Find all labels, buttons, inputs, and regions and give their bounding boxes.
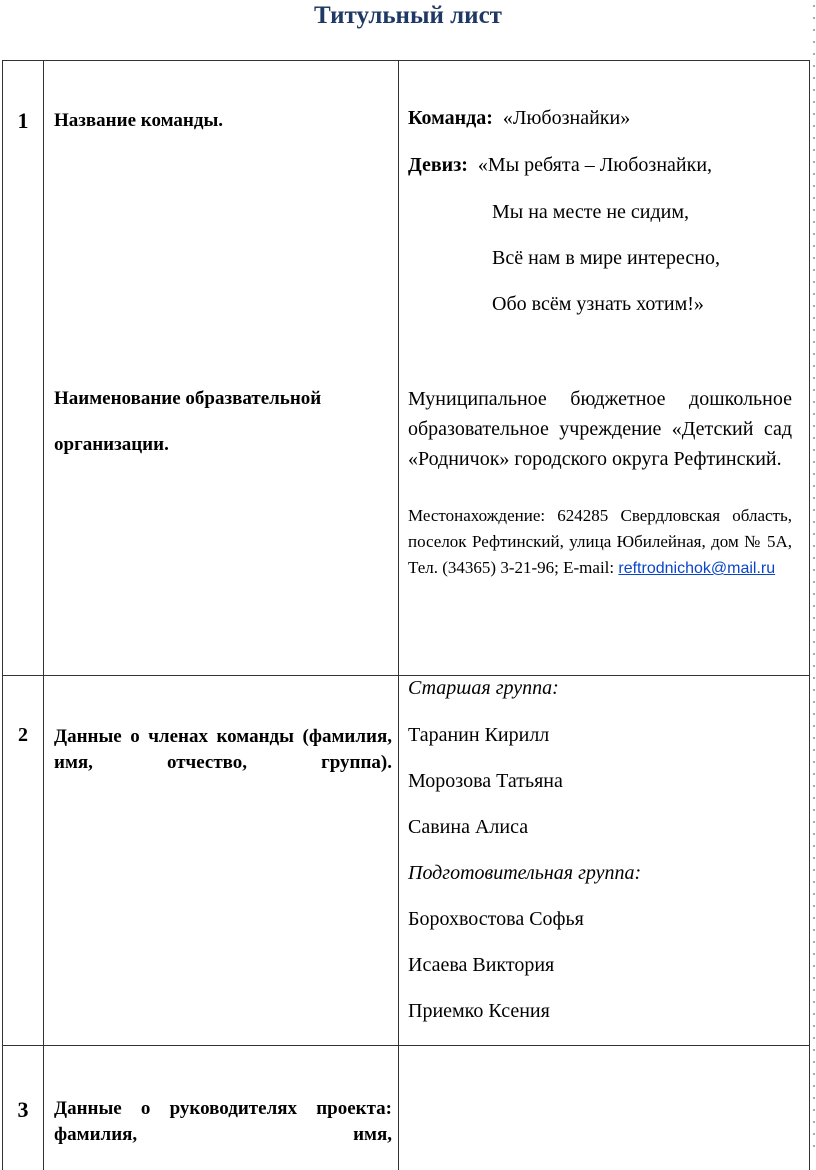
table-border-right (809, 60, 810, 1170)
org-name: Муниципальное бюджетное дошкольное образовательное учреждение «Детский сад «Родничок» городского округа Рефтинский. (408, 388, 792, 470)
leaders-label: Данные о руководителях проекта: фамилия, имя, (54, 1098, 392, 1145)
row-number-3: 3 (17, 1097, 29, 1122)
col-divider-2 (398, 60, 399, 1170)
motto-line-2: Мы на месте не сидим, (492, 201, 690, 223)
team-value: «Любознайки» (502, 107, 631, 129)
member-item: Савина Алиса (408, 816, 529, 838)
table-border-left (2, 60, 3, 1170)
member-item: Морозова Татьяна (408, 770, 563, 792)
page-title: Титульный лист (314, 2, 502, 29)
prep-group-label: Подготовительная группа: (408, 862, 642, 884)
motto-line-first (408, 154, 792, 177)
title-table (2, 60, 810, 1170)
table-border-top (2, 60, 810, 61)
email-link[interactable]: reftrodnichok@mail.ru (618, 560, 776, 577)
org-address (408, 503, 792, 582)
org-label-line2: организации. (54, 434, 169, 455)
team-label: Команда: (408, 107, 493, 129)
senior-group-label: Старшая группа: (408, 677, 559, 699)
member-item: Борохвостова Софья (408, 908, 584, 930)
member-item: Исаева Виктория (408, 954, 555, 976)
page-edge-dots (812, 0, 816, 1156)
email-label: E-mail: (563, 558, 615, 577)
row-number-1: 1 (17, 108, 29, 133)
motto-label: Девиз: (408, 154, 468, 176)
org-label-line1: Наименование образвательной (54, 388, 322, 409)
member-item: Приемко Ксения (408, 1000, 550, 1022)
team-line (408, 107, 792, 130)
row-divider-1 (2, 675, 810, 676)
motto-line-3: Всё нам в мире интересно, (492, 247, 720, 269)
team-name-label: Название команды. (54, 110, 224, 131)
motto-first-line: «Мы ребята – Любознайки, (477, 154, 713, 176)
row-divider-2 (2, 1045, 810, 1046)
col-divider-1 (43, 60, 44, 1170)
row-number-2: 2 (18, 724, 28, 746)
address-text: Местонахождение: 624285 Свердловская область, поселок Рефтинский, улица Юбилейная, дом № 5А, Тел. (34365) 3-21-96; (408, 506, 792, 577)
motto-line-4: Обо всём узнать хотим!» (492, 293, 704, 315)
members-label: Данные о членах команды (фамилия, имя, отчество, группа). (54, 726, 392, 773)
member-item: Таранин Кирилл (408, 724, 550, 746)
